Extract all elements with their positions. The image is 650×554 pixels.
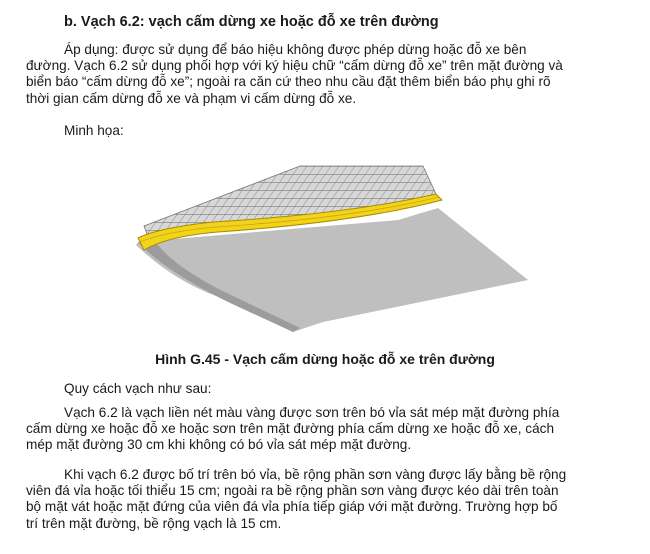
- paragraph-line: đường. Vạch 6.2 sử dụng phối hợp với ký hiệu chữ “cấm dừng đỗ xe” trên mặt đường và: [26, 58, 563, 74]
- paragraph-line: biển báo “cấm dừng đỗ xe”; ngoài ra căn cứ theo nhu cầu đặt thêm biển báo phụ ghi rõ: [26, 74, 551, 90]
- application-paragraph: [26, 42, 638, 107]
- paragraph-line: bộ mặt vát hoặc mặt đứng của viên đá vỉa phía tiếp giáp với mặt đường. Trường hợp bố: [26, 499, 558, 515]
- spec-paragraph-1: [26, 405, 638, 454]
- paragraph-line: cấm dừng xe hoặc đỗ xe hoặc sơn trên mặt đường phía cấm dừng xe hoặc đỗ xe, cách: [26, 421, 555, 437]
- paragraph-line: viên đá vỉa hoặc tối thiểu 15 cm; ngoài ra bề rộng phần sơn vàng được kéo dài trên toàn: [26, 483, 559, 499]
- illustration-label: Minh họa:: [64, 123, 124, 138]
- paragraph-line: trí trên mặt đường, bề rộng vạch là 15 cm.: [26, 515, 282, 531]
- spec-paragraph-2: [26, 467, 638, 532]
- paragraph-line: mép mặt đường 30 cm khi không có bó vỉa sát mép mặt đường.: [26, 437, 412, 453]
- paragraph-line: thời gian cấm dừng đỗ xe và phạm vi cấm dừng đỗ xe.: [26, 90, 357, 106]
- section-title: vạch cấm dừng xe hoặc đỗ xe trên đường: [148, 14, 439, 30]
- section-label: b. Vạch 6.2:: [64, 14, 145, 30]
- paragraph-line: Vạch 6.2 là vạch liền nét màu vàng được sơn trên bó vỉa sát mép mặt đường phía: [64, 405, 560, 420]
- spec-intro: Quy cách vạch như sau:: [64, 381, 212, 396]
- curb-illustration: [118, 150, 538, 345]
- figure-caption: Hình G.45 - Vạch cấm dừng hoặc đỗ xe trên đường: [155, 351, 495, 367]
- section-heading: [64, 14, 439, 30]
- paragraph-line: Áp dụng: được sử dụng để báo hiệu không được phép dừng hoặc đỗ xe bên: [64, 42, 527, 57]
- paragraph-line: Khi vạch 6.2 được bố trí trên bó vỉa, bề rộng phần sơn vàng được lấy bằng bề rộng: [64, 467, 567, 482]
